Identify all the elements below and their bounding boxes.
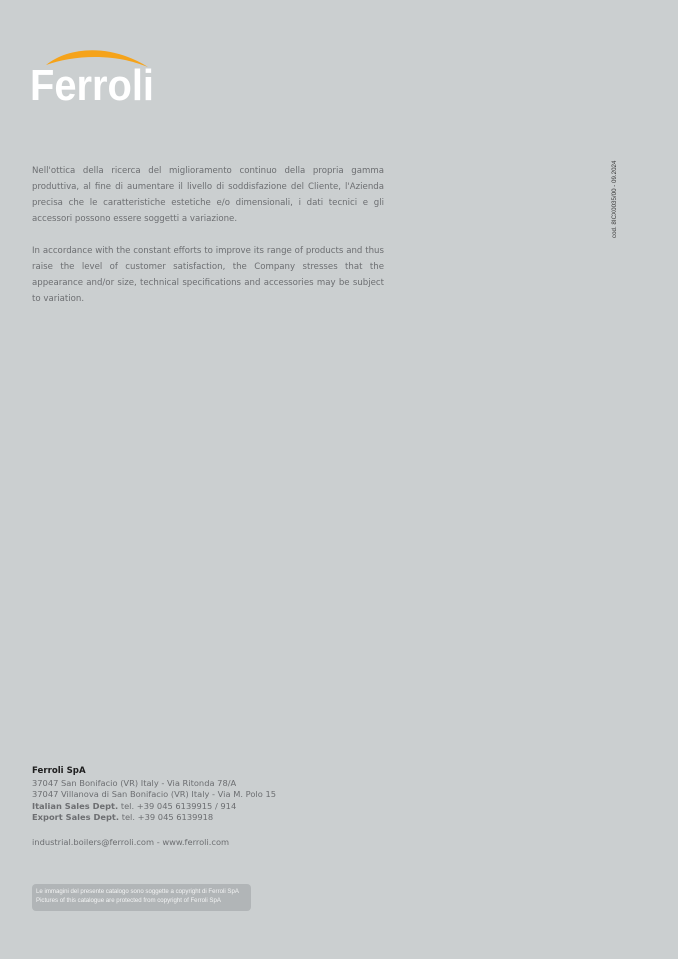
notice-italian: Nell'ottica della ricerca del miglioramento continuo della propria gamma produttiva, al fine di aumentare il livello di soddisfazione del Cliente, l'Azienda precisa che le caratteristiche estetiche e/o dimensionali, i dati tecnici e gli accessori possono essere soggetti a variazione. [32, 166, 384, 224]
notice-english: In accordance with the constant efforts to improve its range of products and thus raise the level of customer satisfaction, the Company stresses that the appearance and/or size, technical specifications and accessories may be subject to variation. [32, 246, 384, 304]
company-info [32, 766, 352, 824]
contact-links: industrial.boilers@ferroli.com - www.ferroli.com [32, 837, 230, 847]
export-sales-label: Export Sales Dept. [32, 812, 120, 823]
company-address-1: 37047 San Bonifacio (VR) Italy - Via Ritonda 78/A [32, 777, 237, 788]
copyright-english: Pictures of this catalogue are protected from copyright of Ferroli SpA [36, 897, 221, 905]
logo-wordmark: Ferroli [30, 61, 154, 109]
italian-sales-label: Italian Sales Dept. [32, 800, 119, 811]
company-name: Ferroli SpA [32, 766, 86, 776]
copyright-italian: Le immagini del presente catalogo sono soggette a copyright di Ferroli SpA [36, 888, 239, 895]
ferroli-logo [30, 45, 156, 109]
catalog-code: cod. 8ICX0035/00 - 09.2024 [611, 160, 618, 238]
copyright-notice [32, 884, 251, 911]
export-sales-tel: tel. +39 045 6139918 [121, 812, 214, 823]
italian-sales-line [32, 801, 352, 813]
company-address-2: 37047 Villanova di San Bonifacio (VR) Italy - Via M. Polo 15 [32, 789, 276, 800]
export-sales-line [32, 812, 352, 824]
italian-sales-tel: tel. +39 045 6139915 / 914 [120, 800, 237, 811]
